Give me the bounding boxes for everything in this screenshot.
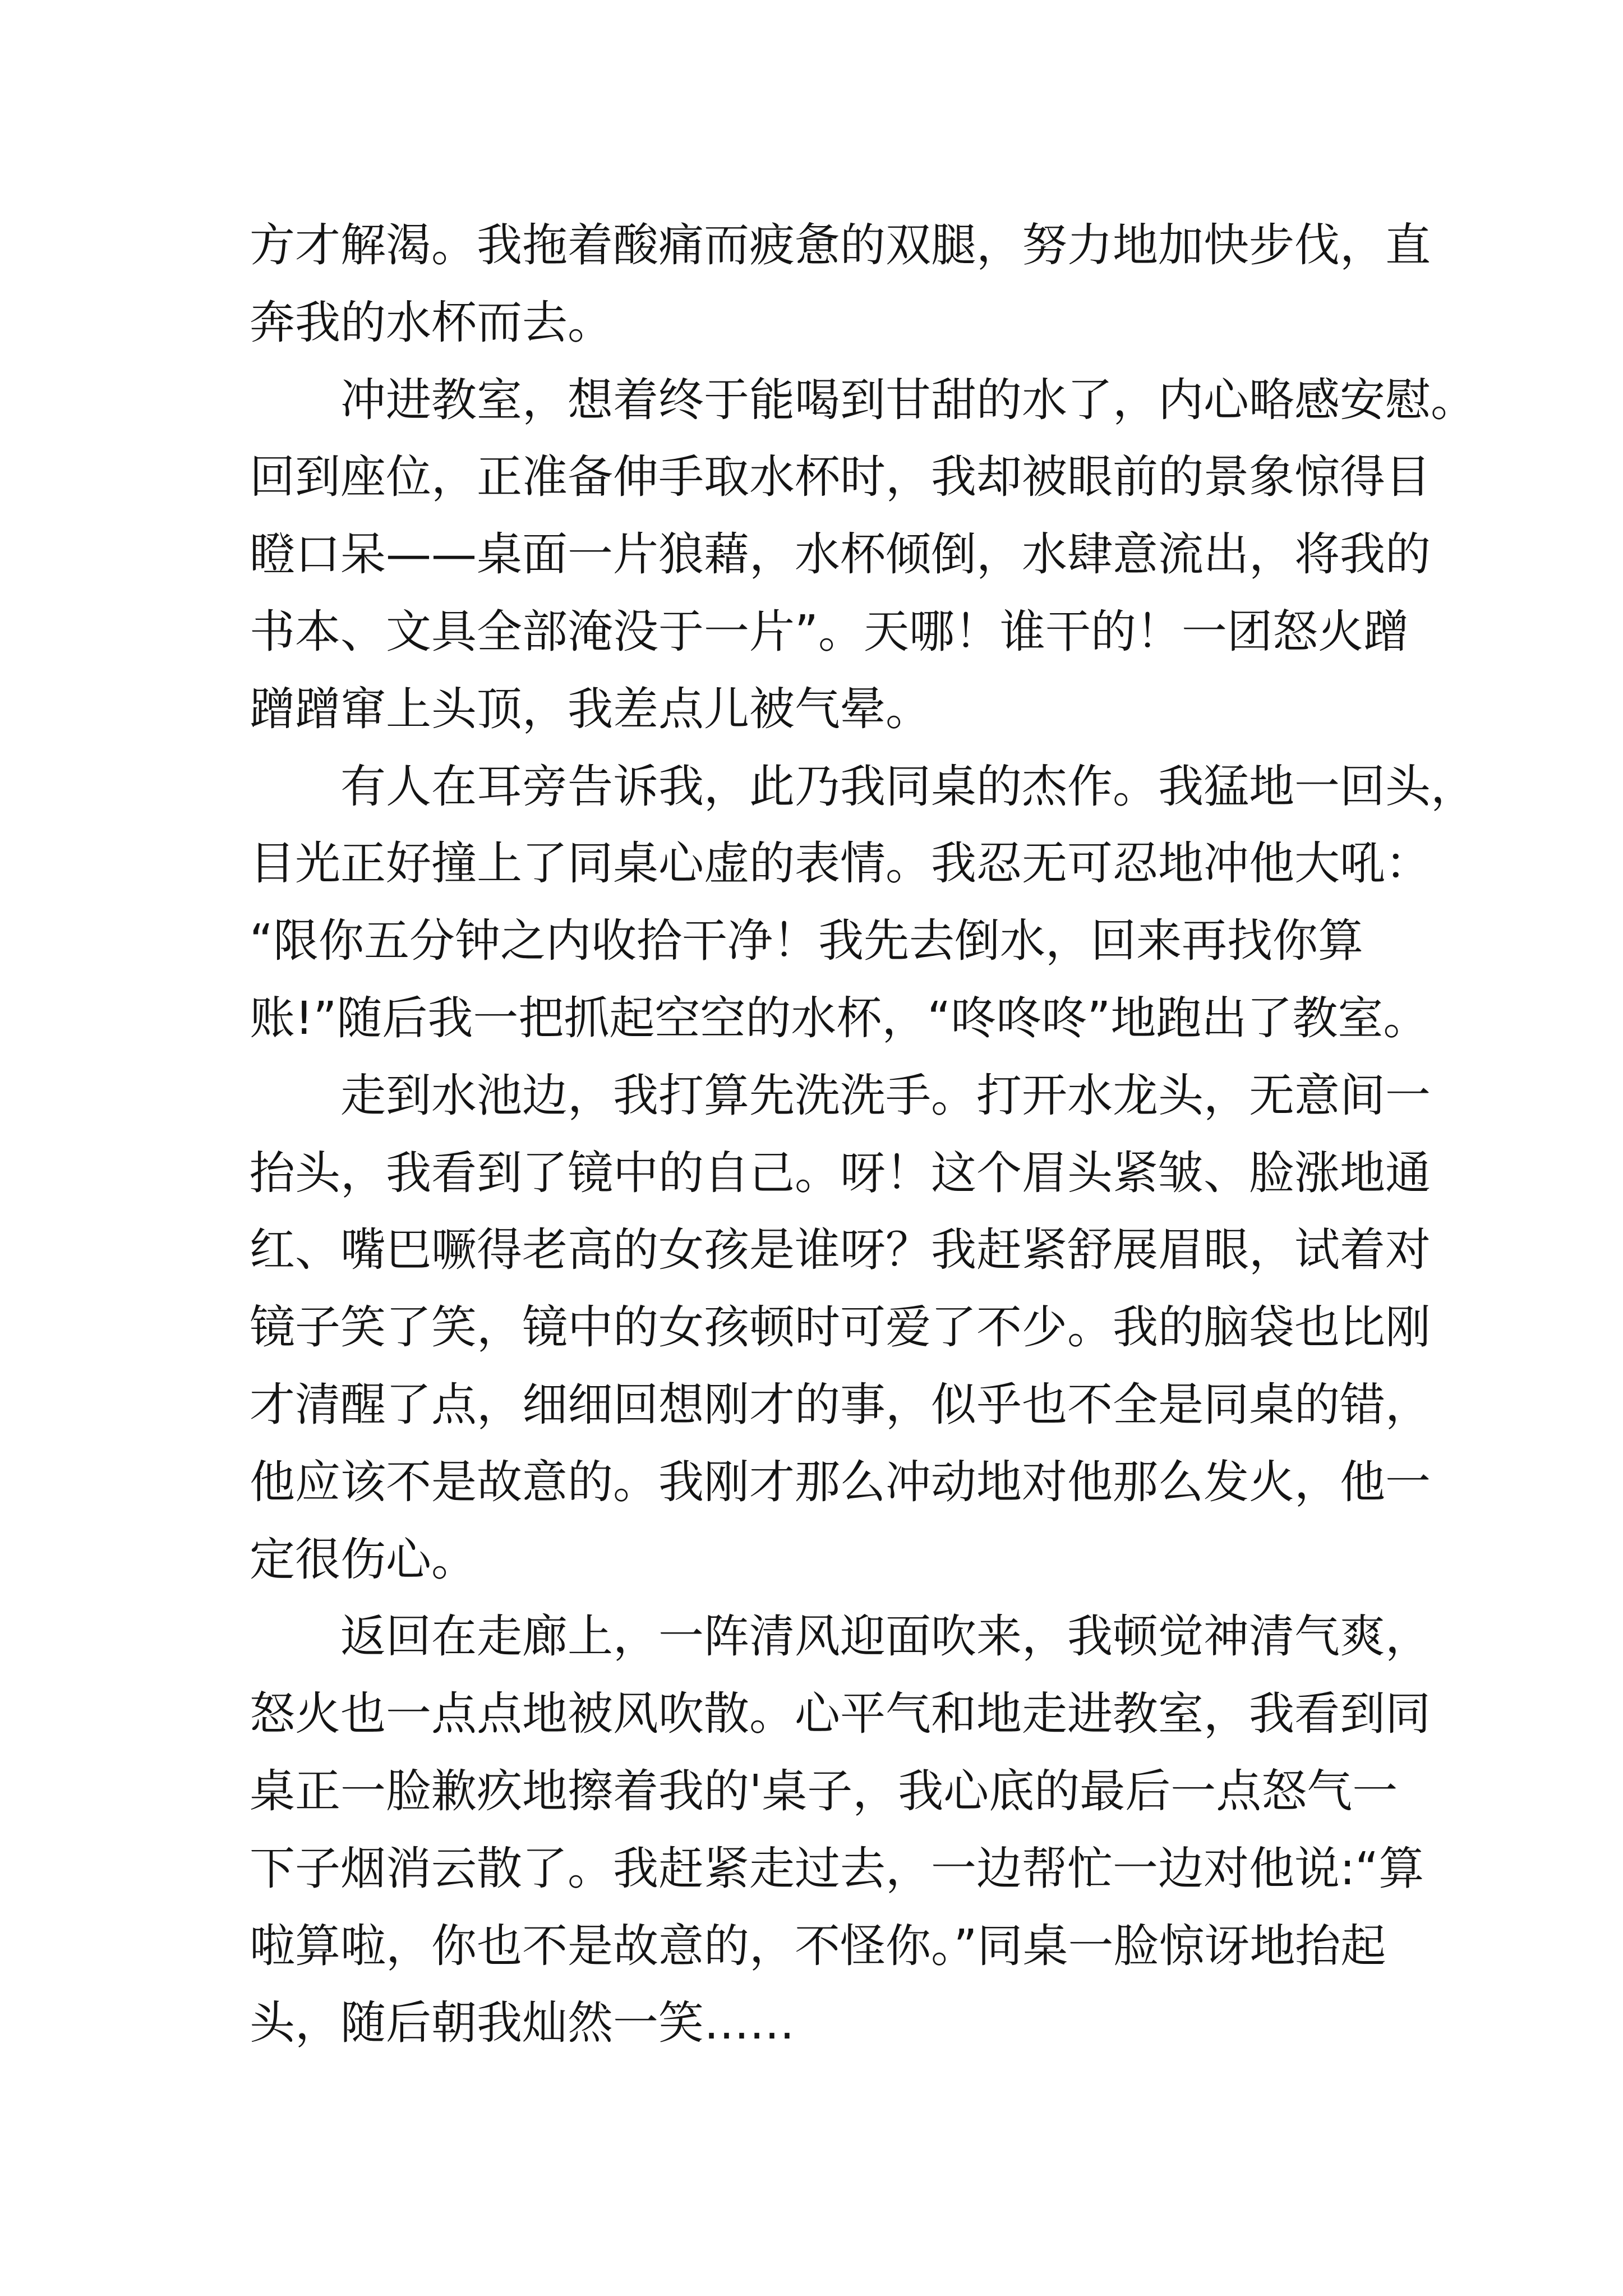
text-line-indented: 冲进教室，想着终于能喝到甘甜的水了，内心略感安慰。 [340, 374, 1477, 427]
text-line: 头，随后朝我灿然一笑…… [250, 1997, 795, 2050]
text-line: 才清醒了点，细细回想刚才的事，似乎也不全是同桌的错， [250, 1378, 1431, 1432]
text-line: 定很伤心。 [250, 1533, 477, 1586]
document-body [250, 208, 1477, 2063]
text-line: 目光正好撞上了同桌心虚的表情。我忍无可忍地冲他大吼： [250, 838, 1431, 891]
text-line: 账!”随后我一把抓起空空的水杯，“咚咚咚”地跑出了教室。 [250, 992, 1429, 1045]
text-line: “限你五分钟之内收拾干净！我先去倒水，回来再找你算 [250, 915, 1363, 968]
text-line-indented: 有人在耳旁告诉我，此乃我同桌的杰作。我猛地一回头， [340, 760, 1477, 813]
text-line: 抬头，我看到了镜中的自己。呀！这个眉头紧皱、脸涨地通 [250, 1147, 1431, 1200]
text-line: 红、嘴巴噘得老高的女孩是谁呀？我赶紧舒展眉眼，试着对 [250, 1224, 1431, 1277]
text-line: 奔我的水杯而去。 [250, 296, 614, 349]
text-line: 方才解渴。我拖着酸痛而疲惫的双腿，努力地加快步伐，直 [250, 219, 1431, 272]
paragraph-5 [250, 1599, 1431, 2063]
text-line: 回到座位，正准备伸手取水杯时，我却被眼前的景象惊得目 [250, 451, 1431, 504]
text-line: 瞪口呆——桌面一片狼藉，水杯倾倒，水肆意流出，将我的 [250, 528, 1431, 582]
paragraph-2 [250, 362, 1477, 749]
paragraph-3 [250, 749, 1477, 1058]
text-line: 书本、文具全部淹没于一片”。天哪！谁干的！一团怒火蹭 [250, 605, 1409, 659]
text-line: 他应该不是故意的。我刚才那么冲动地对他那么发火，他一 [250, 1456, 1431, 1509]
text-line: 啦算啦，你也不是故意的，不怪你。”同桌一脸惊讶地抬起 [250, 1920, 1386, 1973]
text-line-indented: 走到水池边，我打算先洗洗手。打开水龙头，无意间一 [340, 1069, 1431, 1122]
paragraph-1 [250, 208, 1431, 362]
text-line: 蹭蹭窜上头顶，我差点儿被气晕。 [250, 683, 932, 736]
text-line: 镜子笑了笑，镜中的女孩顿时可爱了不少。我的脑袋也比刚 [250, 1301, 1431, 1355]
text-line: 怒火也一点点地被风吹散。心平气和地走进教室，我看到同 [250, 1688, 1431, 1741]
text-line: 下子烟消云散了。我赶紧走过去，一边帮忙一边对他说:“算 [250, 1842, 1424, 1895]
paragraph-4 [250, 1058, 1431, 1599]
text-line: 桌正一脸歉疚地擦着我的'桌子，我心底的最后一点怒气一 [250, 1765, 1398, 1818]
text-line-indented: 返回在走廊上，一阵清风迎面吹来，我顿觉神清气爽， [340, 1611, 1431, 1664]
